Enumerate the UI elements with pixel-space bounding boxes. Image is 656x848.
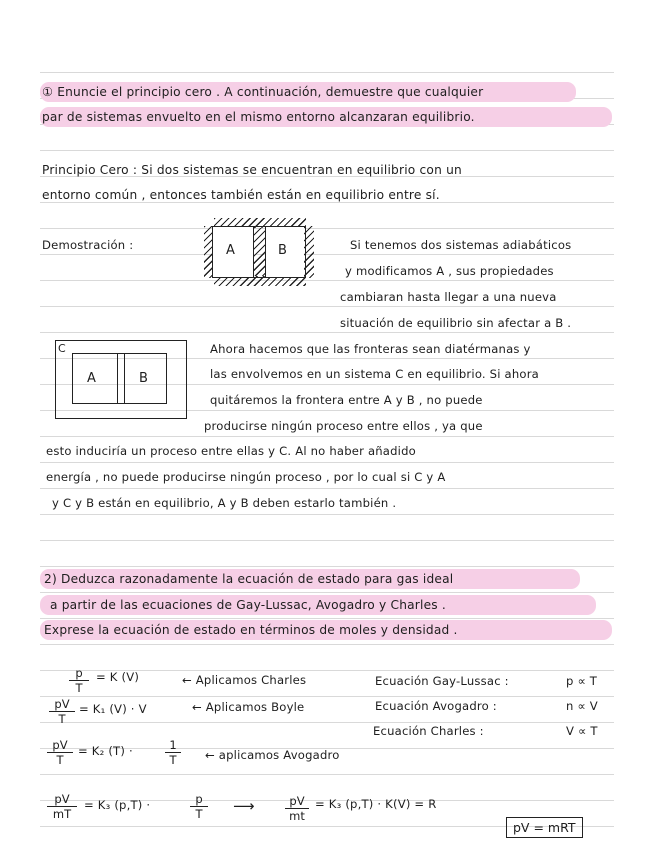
system-a-label: A: [87, 371, 96, 386]
demo-para2-line: y C y B están en equilibrio, A y B deben estarlo también .: [52, 496, 397, 510]
demo-para1-line: Si tenemos dos sistemas adiabáticos: [350, 238, 572, 252]
demo-label: Demostración :: [42, 238, 134, 252]
demo-para1-line: situación de equilibrio sin afectar a B .: [340, 316, 572, 330]
law-relation: V ∝ T: [566, 724, 598, 738]
question-2-line-3: Exprese la ecuación de estado en términos de moles y densidad .: [44, 623, 458, 637]
law-name: Ecuación Gay-Lussac :: [375, 674, 509, 688]
eq4-denominator: mT: [52, 807, 72, 821]
eq4-numerator: pV: [47, 792, 77, 807]
demo-para2-line: esto induciría un proceso entre ellas y C. Al no haber añadido: [46, 444, 416, 458]
eq2-denominator: T: [58, 712, 66, 726]
system-b-label: B: [139, 371, 148, 386]
question-1-line-2: par de sistemas envuelto en el mismo entorno alcanzaran equilibrio.: [42, 110, 475, 124]
eq2-rhs: = K₁ (V) · V: [79, 702, 147, 716]
eq2-note: ← Aplicamos Boyle: [192, 700, 305, 714]
demo-para2-line: energía , no puede producirse ningún proceso , por lo cual si C y A: [46, 470, 446, 484]
demo-para1-line: y modificamos A , sus propiedades: [345, 264, 554, 278]
demo-para2-line: producirse ningún proceso entre ellos , ya que: [204, 419, 483, 433]
eq4-rhs-2: = K₃ (p,T) · K(V) = R: [315, 797, 437, 811]
eq1-numerator: p: [69, 666, 89, 681]
system-a-label: A: [226, 243, 235, 258]
question-2-line-1: 2) Deduzca razonadamente la ecuación de estado para gas ideal: [44, 572, 454, 586]
eq1-rhs: = K (V): [96, 670, 140, 684]
law-name: Ecuación Avogadro :: [375, 699, 497, 713]
demo-para2-line: las envolvemos en un sistema C en equilibrio. Si ahora: [210, 367, 539, 381]
eq1-denominator: T: [75, 681, 83, 695]
system-b-label: B: [278, 243, 287, 258]
eq4-factor-numerator: p: [190, 792, 208, 807]
eq1-note: ← Aplicamos Charles: [182, 673, 307, 687]
eq2-numerator: pV: [49, 697, 75, 712]
demo-para2-line: quitáremos la frontera entre A y B , no puede: [210, 393, 483, 407]
eq4-numerator-2: pV: [285, 794, 309, 809]
question-1-line-1: ① Enuncie el principio cero . A continuación, demuestre que cualquier: [42, 85, 484, 99]
final-equation-box: pV = mRT: [506, 817, 583, 838]
demo-para1-line: cambiaran hasta llegar a una nueva: [340, 290, 557, 304]
eq4-arrow: ⟶: [233, 797, 255, 815]
eq3-factor-numerator: 1: [165, 738, 181, 753]
eq4-denominator-2: mt: [289, 809, 305, 823]
principle-line-2: entorno común , entonces también están en equilibrio entre sí.: [42, 188, 440, 202]
law-relation: n ∝ V: [566, 699, 598, 713]
system-c-label: C: [58, 342, 66, 355]
demo-para2-line: Ahora hacemos que las fronteras sean diatérmanas y: [210, 342, 531, 356]
question-2-line-2: a partir de las ecuaciones de Gay-Lussac, Avogadro y Charles .: [50, 598, 446, 612]
law-relation: p ∝ T: [566, 674, 598, 688]
eq3-denominator: T: [56, 753, 64, 767]
eq3-factor-denominator: T: [169, 753, 177, 767]
eq4-factor-denominator: T: [195, 807, 203, 821]
eq3-note: ← aplicamos Avogadro: [205, 748, 340, 762]
law-name: Ecuación Charles :: [373, 724, 484, 738]
eq3-numerator: pV: [47, 738, 73, 753]
eq4-rhs: = K₃ (p,T) ·: [84, 798, 151, 812]
principle-line-1: Principio Cero : Si dos sistemas se encuentran en equilibrio con un: [42, 163, 462, 177]
eq3-rhs: = K₂ (T) ·: [78, 744, 133, 758]
